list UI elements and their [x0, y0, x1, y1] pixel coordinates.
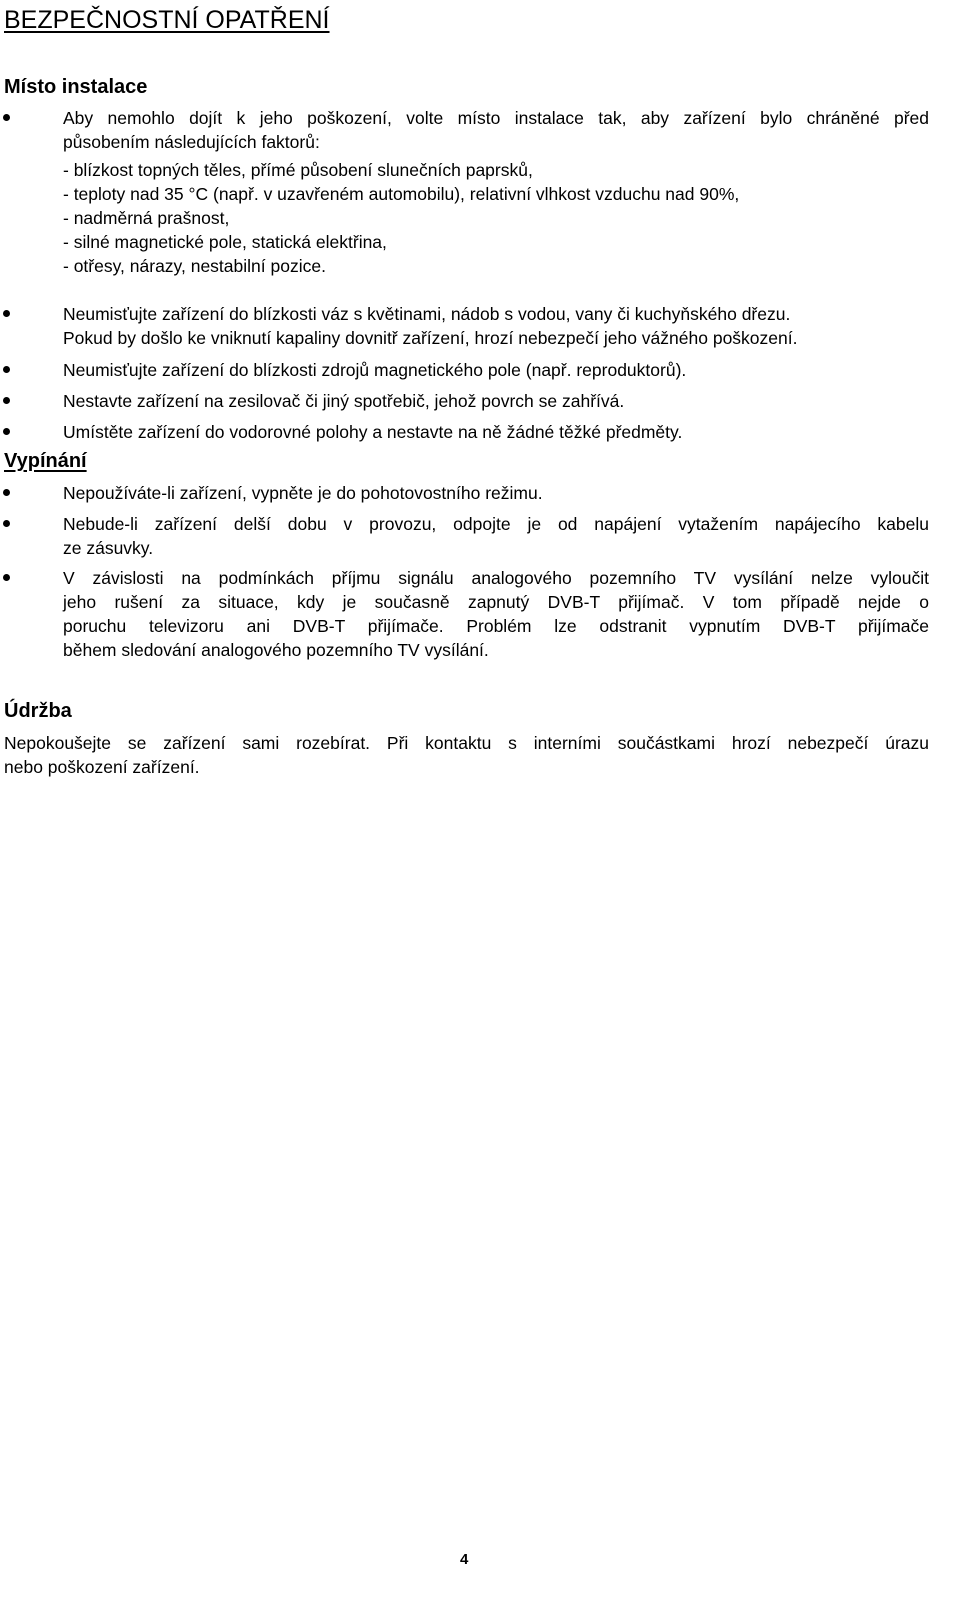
power-off-bullet: jeho rušení za situace, kdy je současně zapnutý DVB-T přijímač. V tom případě nejde o — [63, 592, 929, 612]
maintenance-text: nebo poškození zařízení. — [4, 757, 200, 777]
power-off-bullet: V závislosti na podmínkách příjmu signálu analogového pozemního TV vysílání nelze vyloučit — [63, 568, 929, 588]
power-off-bullet: Nepoužíváte-li zařízení, vypněte je do pohotovostního režimu. — [63, 483, 543, 503]
bullet-icon — [3, 489, 10, 496]
power-off-bullet: během sledování analogového pozemního TV vysílání. — [63, 640, 489, 660]
bullet-icon — [3, 397, 10, 404]
installation-intro-line: působením následujících faktorů: — [63, 132, 320, 152]
bullet-icon — [3, 574, 10, 581]
bullet-icon — [3, 520, 10, 527]
bullet-icon — [3, 366, 10, 373]
page-number: 4 — [460, 1551, 469, 1568]
power-off-bullet: poruchu televizoru ani DVB-T přijímače. Problém lze odstranit vypnutím DVB-T přijímače — [63, 616, 929, 636]
power-off-bullet: ze zásuvky. — [63, 538, 154, 558]
installation-bullet: Neumisťujte zařízení do blízkosti váz s květinami, nádob s vodou, vany či kuchyňského dřezu. — [63, 304, 791, 324]
installation-factor: - nadměrná prašnost, — [63, 208, 230, 228]
installation-bullet: Nestavte zařízení na zesilovač či jiný spotřebič, jehož povrch se zahřívá. — [63, 391, 625, 411]
installation-bullet: Umístěte zařízení do vodorovné polohy a nestavte na ně žádné těžké předměty. — [63, 422, 683, 442]
maintenance-text: Nepokoušejte se zařízení sami rozebírat. Při kontaktu s interními součástkami hrozí nebezpečí úrazu — [4, 733, 929, 753]
installation-factor: - otřesy, nárazy, nestabilní pozice. — [63, 256, 326, 276]
installation-bullet: Neumisťujte zařízení do blízkosti zdrojů magnetického pole (např. reproduktorů). — [63, 360, 687, 380]
installation-intro-line: Aby nemohlo dojít k jeho poškození, volte místo instalace tak, aby zařízení bylo chráněné před — [63, 108, 929, 128]
section-heading-power-off: Vypínání — [4, 450, 87, 472]
bullet-icon — [3, 310, 10, 317]
installation-factor: - teploty nad 35 °C (např. v uzavřeném automobilu), relativní vlhkost vzduchu nad 90%, — [63, 184, 740, 204]
installation-factor: - blízkost topných těles, přímé působení slunečních paprsků, — [63, 160, 533, 180]
power-off-bullet: Nebude-li zařízení delší dobu v provozu, odpojte je od napájení vytažením napájecího kabelu — [63, 514, 929, 534]
bullet-icon — [3, 114, 10, 121]
page-title: BEZPEČNOSTNÍ OPATŘENÍ — [4, 6, 330, 34]
section-heading-maintenance: Údržba — [4, 700, 72, 722]
installation-factor: - silné magnetické pole, statická elektřina, — [63, 232, 387, 252]
installation-bullet-continuation: Pokud by došlo ke vniknutí kapaliny dovnitř zařízení, hrozí nebezpečí jeho vážného poškození. — [63, 328, 798, 348]
section-heading-installation: Místo instalace — [4, 76, 148, 98]
bullet-icon — [3, 428, 10, 435]
